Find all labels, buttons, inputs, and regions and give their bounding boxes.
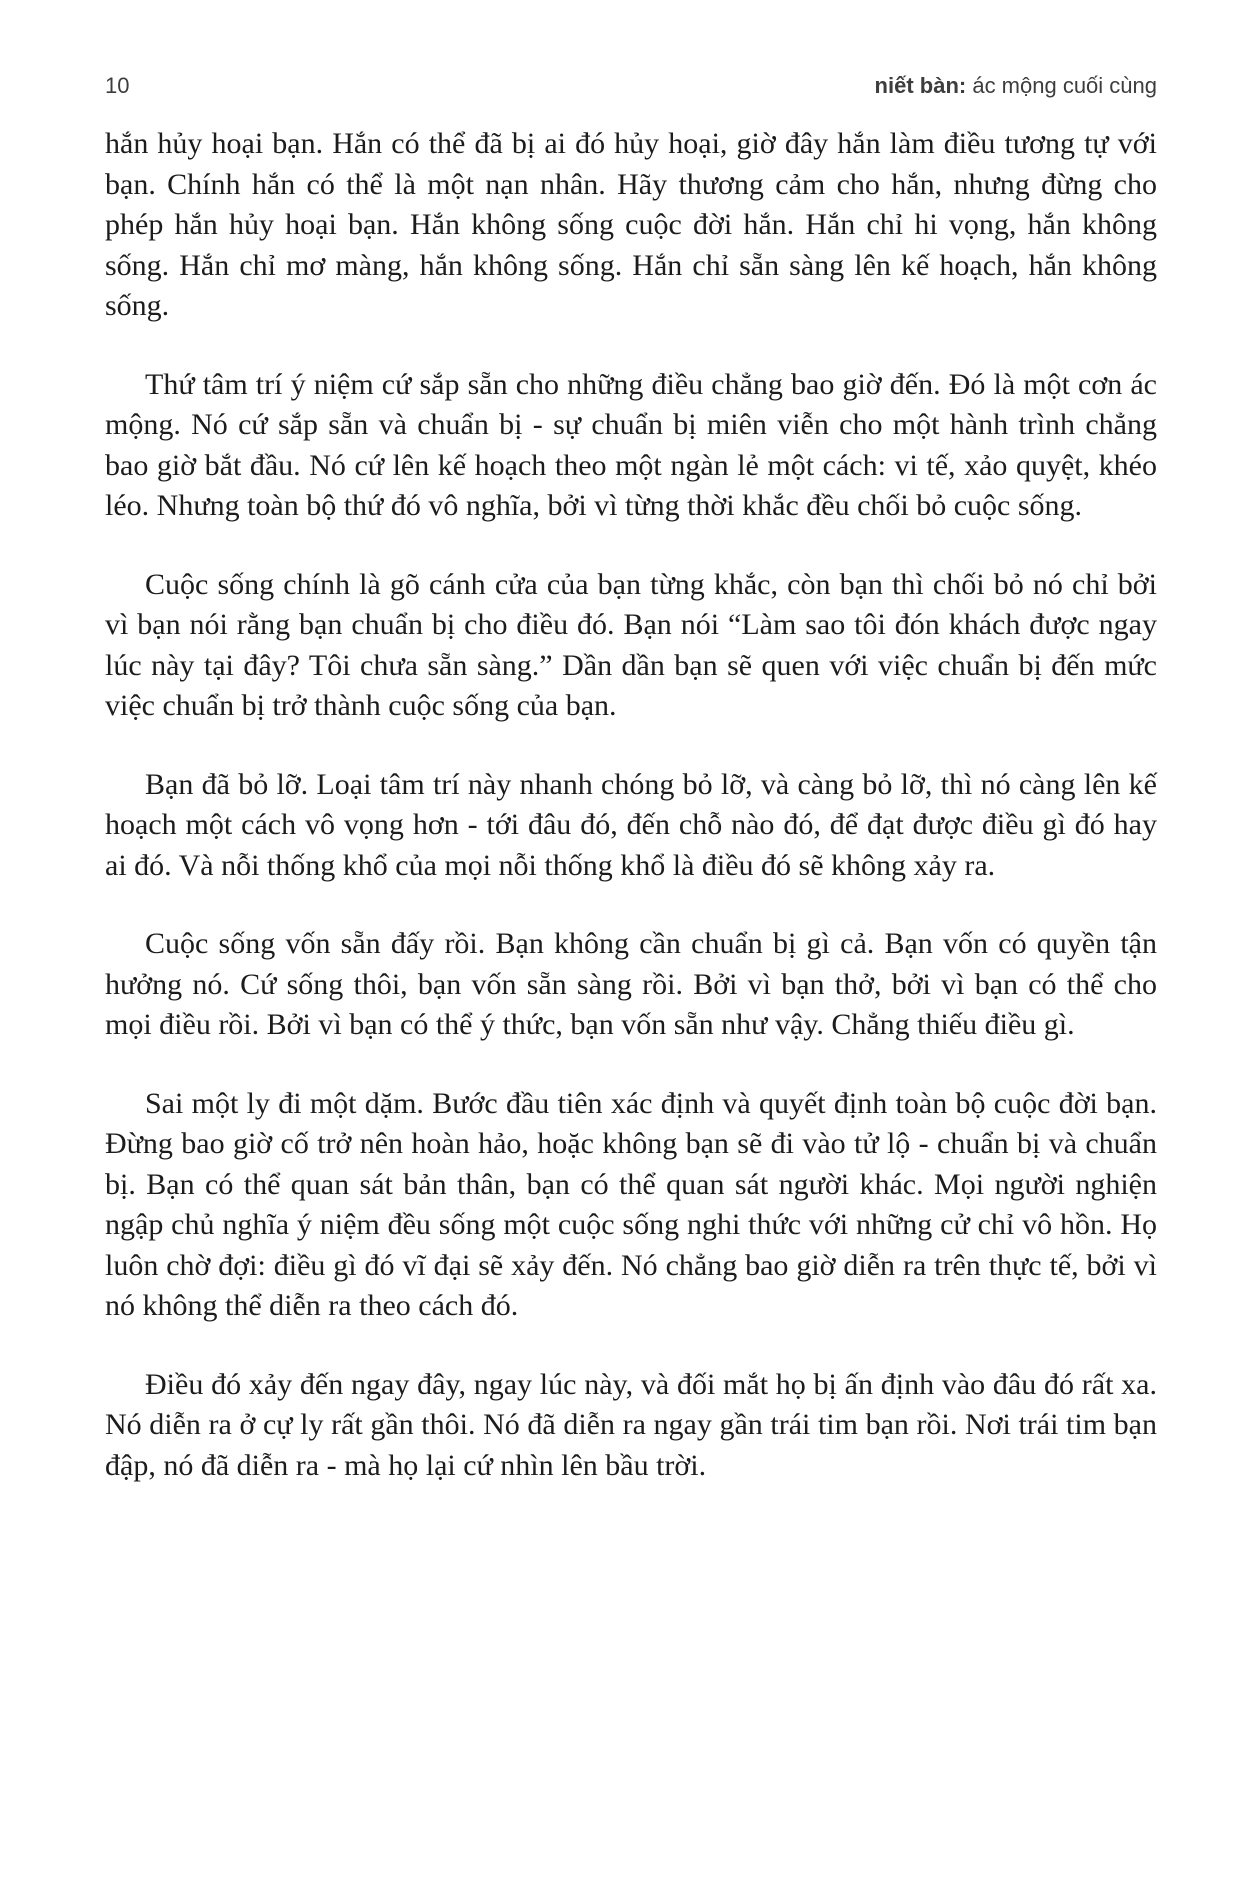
running-title-book: niết bàn: [874,73,967,98]
paragraph: Điều đó xảy đến ngay đây, ngay lúc này, và đối mắt họ bị ấn định vào đâu đó rất xa. Nó diễn ra ở cự ly rất gần thôi. Nó đã diễn ra ngay gần trái tim bạn rồi. Nơi trái tim bạn đập, nó đã diễn ra - mà họ lại cứ nhìn lên bầu trời. [105,1367,1157,1482]
running-header [105,72,1157,100]
paragraph: Bạn đã bỏ lỡ. Loại tâm trí này nhanh chóng bỏ lỡ, và càng bỏ lỡ, thì nó càng lên kế hoạch một cách vô vọng hơn - tới đâu đó, đến chỗ nào đó, để đạt được điều gì đó hay ai đó. Và nỗi thống khổ của mọi nỗi thống khổ là điều đó sẽ không xảy ra. [105,767,1157,882]
paragraph: hắn hủy hoại bạn. Hắn có thể đã bị ai đó hủy hoại, giờ đây hắn làm điều tương tự với bạn. Chính hắn có thể là một nạn nhân. Hãy thương cảm cho hắn, nhưng đừng cho phép hắn hủy hoại bạn. Hắn không sống cuộc đời hắn. Hắn chỉ hi vọng, hắn không sống. Hắn chỉ mơ màng, hắn không sống. Hắn chỉ sẵn sàng lên kế hoạch, hắn không sống. [105,127,1157,322]
body-text [105,124,1157,1486]
paragraph: Cuộc sống chính là gõ cánh cửa của bạn từng khắc, còn bạn thì chối bỏ nó chỉ bởi vì bạn nói rằng bạn chuẩn bị cho điều đó. Bạn nói “Làm sao tôi đón khách được ngay lúc này tại đây? Tôi chưa sẵn sàng.” Dần dần bạn sẽ quen với việc chuẩn bị đến mức việc chuẩn bị trở thành cuộc sống của bạn. [105,567,1157,722]
paragraph: Cuộc sống vốn sẵn đấy rồi. Bạn không cần chuẩn bị gì cả. Bạn vốn có quyền tận hưởng nó. Cứ sống thôi, bạn vốn sẵn sàng rồi. Bởi vì bạn thở, bởi vì bạn có thể cho mọi điều rồi. Bởi vì bạn có thể ý thức, bạn vốn sẵn như vậy. Chẳng thiếu điều gì. [105,927,1157,1041]
running-title [875,72,1157,100]
paragraph: Sai một ly đi một dặm. Bước đầu tiên xác định và quyết định toàn bộ cuộc đời bạn. Đừng bao giờ cố trở nên hoàn hảo, hoặc không bạn sẽ đi vào tử lộ - chuẩn bị và chuẩn bị. Bạn có thể quan sát bản thân, bạn có thể quan sát người khác. Mọi người nghiện ngập chủ nghĩa ý niệm đều sống một cuộc sống nghi thức với những cử chỉ vô hồn. Họ luôn chờ đợi: điều gì đó vĩ đại sẽ xảy đến. Nó chẳng bao giờ diễn ra trên thực tế, bởi vì nó không thể diễn ra theo cách đó. [105,1086,1157,1322]
paragraph: Thứ tâm trí ý niệm cứ sắp sẵn cho những điều chẳng bao giờ đến. Đó là một cơn ác mộng. Nó cứ sắp sẵn và chuẩn bị - sự chuẩn bị miên viễn cho một hành trình chẳng bao giờ bắt đầu. Nó cứ lên kế hoạch theo một ngàn lẻ một cách: vi tế, xảo quyệt, khéo léo. Nhưng toàn bộ thứ đó vô nghĩa, bởi vì từng thời khắc đều chối bỏ cuộc sống. [105,367,1157,522]
page-number: 10 [105,73,130,98]
running-title-chapter: ác mộng cuối cùng [966,73,1157,98]
